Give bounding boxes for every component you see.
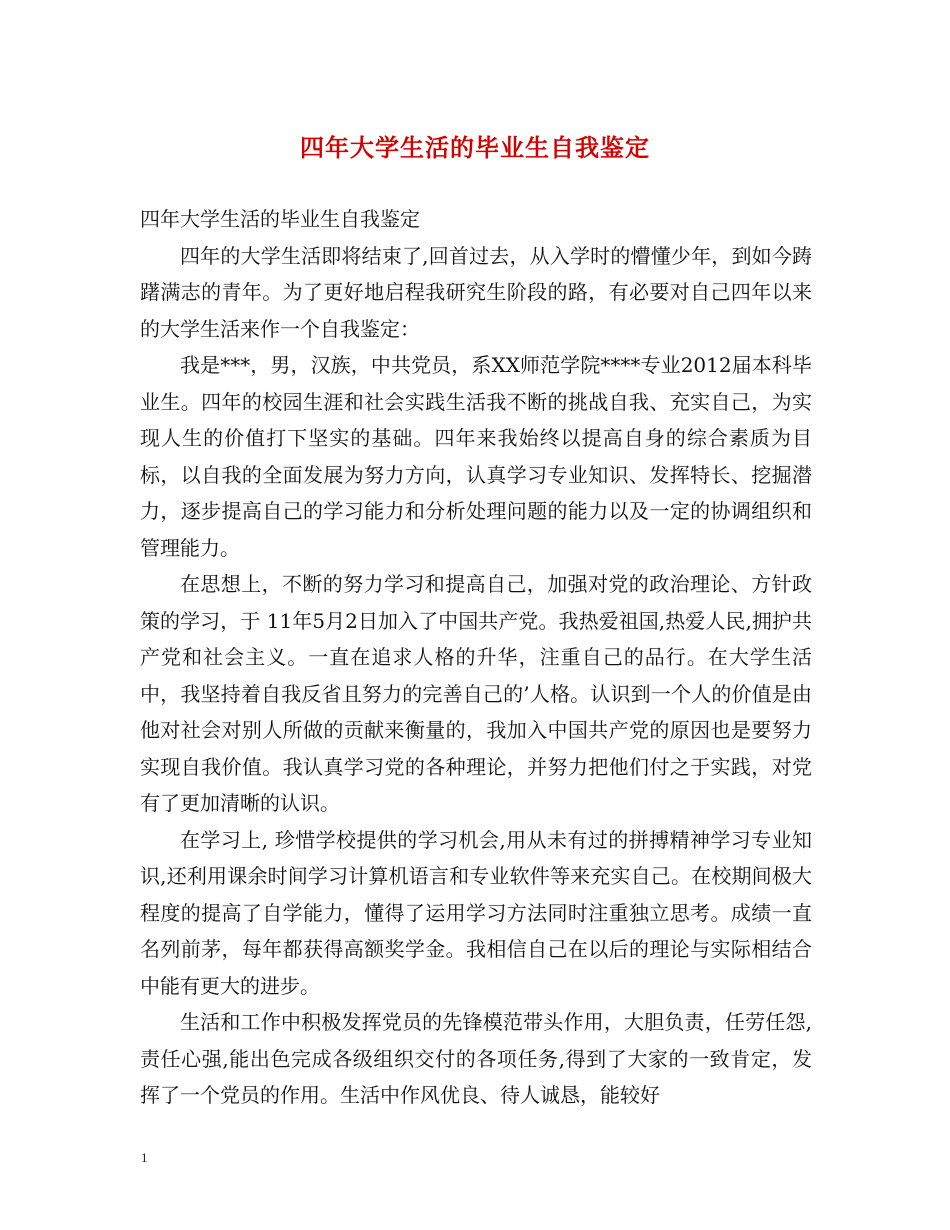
paragraph-self-introduction: 我是***，男，汉族，中共党员，系XX师范学院****专业2012届本科毕业生。四年的校园生涯和社会实践生活我不断的挑战自我、充实自己，为实现人生的价值打下坚实的基础。四年来我始终以提高自身的综合素质为目标，以自我的全面发展为努力方向，认真学习专业知识、发挥特长、挖掘潜力，逐步提高自己的学习能力和分析处理问题的能力以及一定的协调组织和管理能力。: [140, 353, 812, 560]
paragraph-ideology: 在思想上，不断的努力学习和提高自己，加强对党的政治理论、方针政策的学习，于 11年5月2日加入了中国共产党。我热爱祖国,热爱人民,拥护共产党和社会主义。一直在追求人格的升华，注重自己的品行。在大学生活中，我坚持着自我反省且努力的完善自己的’人格。认识到一个人的价值是由他对社会对别人所做的贡献来衡量的，我加入中国共产党的原因也是要努力实现自我价值。我认真学习党的各种理论，并努力把他们付之于实践，对党有了更加清晰的认识。: [140, 572, 812, 815]
paragraph-intro: 四年的大学生活即将结束了,回首过去，从入学时的懵懂少年，到如今踌躇满志的青年。为了更好地启程我研究生阶段的路，有必要对自己四年以来的大学生活来作一个自我鉴定：: [140, 243, 812, 341]
document-body: [140, 201, 812, 1114]
paragraph-life-work: 生活和工作中积极发挥党员的先锋模范带头作用，大胆负责，任劳任怨,责任心强,能出色完成各级组织交付的各项任务,得到了大家的一致肯定，发挥了一个党员的作用。生活中作风优良、待人诚恳，能较好: [140, 1010, 812, 1107]
paragraph-study: 在学习上, 珍惜学校提供的学习机会,用从未有过的拼搏精神学习专业知识,还利用课余时间学习计算机语言和专业软件等来充实自己。在校期间极大程度的提高了自学能力，懂得了运用学习方法同时注重独立思考。成绩一直名列前茅，每年都获得高额奖学金。我相信自己在以后的理论与实际相结合中能有更大的进步。: [140, 827, 812, 998]
page-number: 1: [141, 1150, 148, 1165]
document-title: 四年大学生活的毕业生自我鉴定: [300, 133, 650, 162]
document-subtitle: 四年大学生活的毕业生自我鉴定: [140, 207, 420, 231]
